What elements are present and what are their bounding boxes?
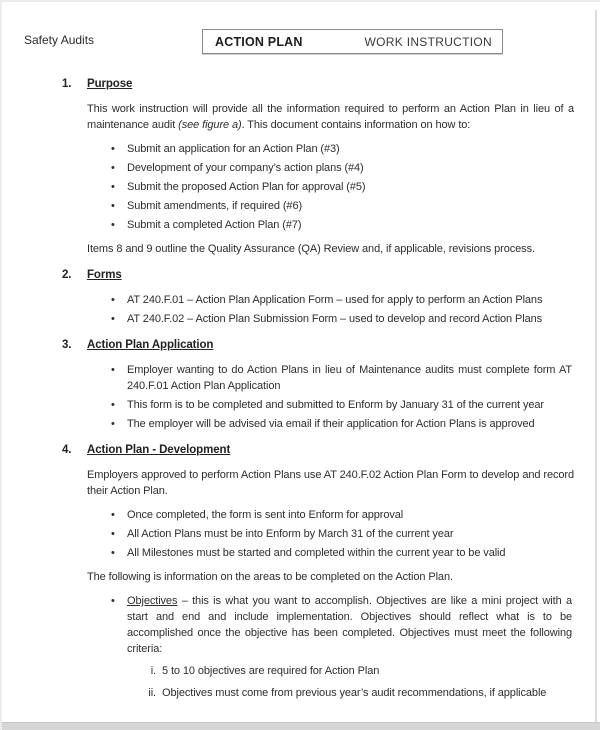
bullet-item: • Submit a completed Action Plan (#7) bbox=[109, 217, 572, 233]
purpose-intro-tail: . This document contains information on how to: bbox=[241, 119, 471, 131]
purpose-outro-paragraph: Items 8 and 9 outline the Quality Assurance (QA) Review and, if applicable, revisions process. bbox=[87, 243, 535, 255]
section-heading bbox=[62, 442, 600, 458]
bullet-item: • Employer wanting to do Action Plans in lieu of Maintenance audits must complete form AT 240.F.01 Action Plan Application bbox=[109, 362, 572, 394]
section-purpose bbox=[2, 76, 600, 257]
criteria-text: Objectives must come from previous year’s audit recommendations, if applicable bbox=[162, 687, 547, 699]
section-heading bbox=[62, 76, 600, 92]
section-title: Purpose bbox=[87, 78, 133, 90]
section-title: Forms bbox=[87, 269, 122, 281]
bullet-item: • Once completed, the form is sent into Enform for approval bbox=[109, 507, 572, 523]
bullet-item: • Submit amendments, if required (#6) bbox=[109, 198, 572, 214]
section-number: 1. bbox=[62, 78, 72, 90]
objectives-term: Objectives bbox=[127, 595, 178, 607]
section-action-plan-application bbox=[2, 337, 600, 432]
criteria-item bbox=[142, 663, 570, 679]
bullet-item: • The employer will be advised via email if their application for Action Plans is approved bbox=[109, 416, 572, 432]
bullet-item: • Development of your company’s action plans (#4) bbox=[109, 160, 572, 176]
section-heading bbox=[62, 337, 600, 353]
page-edge-bottom bbox=[2, 722, 600, 730]
development-middle-paragraph: The following is information on the areas to be completed on the Action Plan. bbox=[87, 571, 453, 583]
criteria-marker: i. bbox=[150, 665, 156, 677]
section-number: 4. bbox=[62, 444, 72, 456]
application-bullet-list bbox=[109, 362, 572, 432]
purpose-intro-italic: (see figure a) bbox=[178, 119, 242, 131]
title-secondary: WORK INSTRUCTION bbox=[364, 34, 492, 49]
development-bullet-list bbox=[109, 507, 572, 561]
document-body bbox=[2, 60, 600, 701]
section-title: Action Plan - Development bbox=[87, 444, 231, 456]
criteria-marker: ii. bbox=[148, 687, 156, 699]
header-document-category: Safety Audits bbox=[24, 33, 95, 47]
title-box bbox=[202, 29, 503, 54]
criteria-list bbox=[142, 663, 570, 701]
bullet-item: • This form is to be completed and submitted to Enform by January 31 of the current year bbox=[109, 397, 572, 413]
purpose-intro-paragraph bbox=[87, 101, 574, 133]
section-action-plan-development bbox=[2, 442, 600, 701]
bullet-item: • Submit the proposed Action Plan for approval (#5) bbox=[109, 179, 572, 195]
forms-bullet-list bbox=[109, 292, 572, 327]
criteria-text: 5 to 10 objectives are required for Action Plan bbox=[162, 665, 380, 677]
bullet-item: • Submit an application for an Action Plan (#3) bbox=[109, 141, 572, 157]
page-header bbox=[2, 2, 600, 60]
bullet-item: • AT 240.F.01 – Action Plan Application Form – used for apply to perform an Action Plans bbox=[109, 292, 572, 308]
section-number: 2. bbox=[62, 269, 72, 281]
bullet-item: • All Milestones must be started and completed within the current year to be valid bbox=[109, 545, 572, 561]
page-edge-right bbox=[595, 10, 597, 730]
development-intro-paragraph: Employers approved to perform Action Plans use AT 240.F.02 Action Plan Form to develop and record their Action Plan. bbox=[87, 469, 574, 497]
section-forms bbox=[2, 267, 600, 327]
bullet-item: • All Action Plans must be into Enform by March 31 of the current year bbox=[109, 526, 572, 542]
bullet-item: • AT 240.F.02 – Action Plan Submission Form – used to develop and record Action Plans bbox=[109, 311, 572, 327]
title-primary: ACTION PLAN bbox=[215, 34, 303, 49]
section-heading bbox=[62, 267, 600, 283]
criteria-item bbox=[142, 685, 570, 701]
objectives-bullet-list bbox=[109, 593, 572, 657]
objectives-bullet-item bbox=[109, 593, 572, 657]
purpose-intro-text: This work instruction will provide all the information required to perform an Action Plan in lieu of a maintenance audit bbox=[87, 103, 574, 131]
section-number: 3. bbox=[62, 339, 72, 351]
objectives-description: – this is what you want to accomplish. Objectives are like a mini project with a start and end and include implementation. Objectives should reflect what is to be accomplished once the objective has been completed. Objectives must meet the following criteria: bbox=[127, 595, 572, 655]
purpose-bullet-list bbox=[109, 141, 572, 233]
section-title: Action Plan Application bbox=[87, 339, 214, 351]
